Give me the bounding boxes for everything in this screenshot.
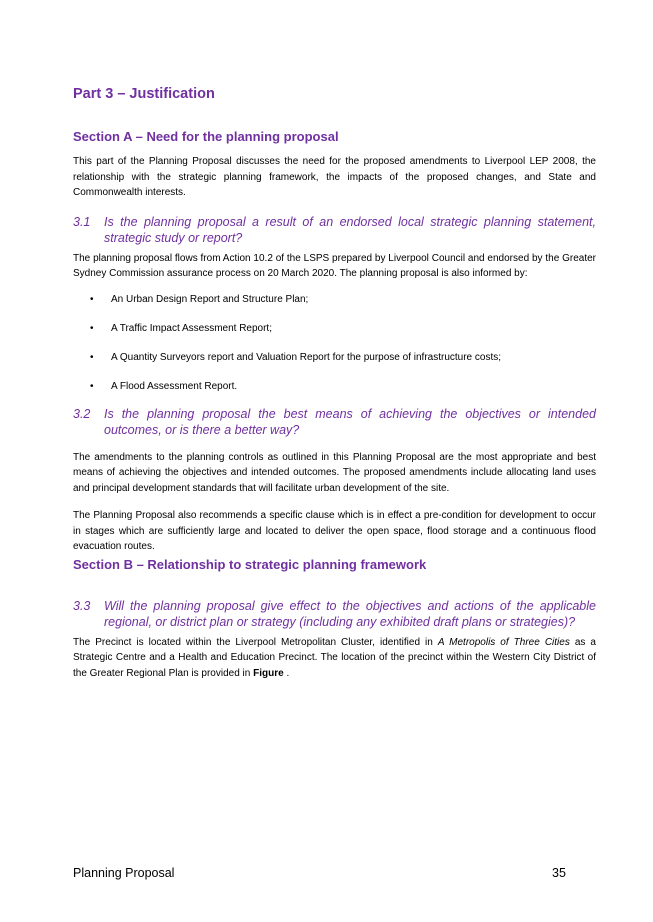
part-heading: Part 3 – Justification	[73, 86, 215, 102]
bullet-icon: •	[90, 380, 94, 392]
bullet-icon: •	[90, 322, 94, 334]
question-3-2-paragraph-1: The amendments to the planning controls as outlined in this Planning Proposal are the most appropriate and best means of achieving the objectives and intended outcomes. The proposed amendments include allocating land uses and principal development standards that will facilitate urban development of the site.	[73, 451, 596, 494]
question-3-2-text: Is the planning proposal the best means of achieving the objectives or intended outcomes, or is there a better way?	[104, 406, 596, 437]
question-3-2-paragraph-2: The Planning Proposal also recommends a specific clause which is in effect a pre-condition for development to occur in stages which are sufficiently large and located to deliver the open space, flood storage and a continuous flood evacuation routes.	[73, 510, 596, 552]
footer-title: Planning Proposal	[73, 866, 175, 880]
question-3-2-heading	[73, 406, 596, 438]
list-item	[73, 350, 596, 365]
question-3-1-text: Is the planning proposal a result of an endorsed local strategic planning statement, strategic study or report?	[104, 214, 596, 245]
question-3-1-number: 3.1	[73, 214, 91, 229]
section-a-intro: This part of the Planning Proposal discusses the need for the proposed amendments to Liverpool LEP 2008, the relationship with the strategic planning framework, the impacts of the proposed changes, and State and Commonwealth interests.	[73, 156, 596, 198]
list-item-text: A Flood Assessment Report.	[111, 380, 238, 392]
answer-italic-title: A Metropolis of Three Cities	[437, 636, 570, 648]
question-3-3-text: Will the planning proposal give effect to the objectives and actions of the applicable regional, or district plan or strategy (including any exhibited draft plans or strategies)?	[104, 598, 596, 629]
question-3-1-answer: The planning proposal flows from Action 10.2 of the LSPS prepared by Liverpool Council and endorsed by the Greater Sydney Commission assurance process on 20 March 2020. The planning proposal is also informed by:	[73, 252, 596, 279]
answer-text-part-3: .	[283, 667, 290, 679]
list-item-text: An Urban Design Report and Structure Plan;	[111, 293, 309, 305]
figure-reference: Figure	[253, 667, 284, 679]
question-3-1-heading	[73, 214, 596, 246]
list-item	[73, 379, 596, 394]
informed-by-list	[73, 292, 596, 394]
answer-text-part-1: The Precinct is located within the Liverpool Metropolitan Cluster, identified in	[73, 636, 438, 648]
question-3-3-answer	[73, 635, 596, 682]
list-item-text: A Traffic Impact Assessment Report;	[111, 322, 272, 334]
list-item-text: A Quantity Surveyors report and Valuation Report for the purpose of infrastructure costs;	[111, 351, 502, 363]
question-3-3-number: 3.3	[73, 598, 91, 613]
footer-page-number: 35	[552, 866, 566, 880]
question-3-2-number: 3.2	[73, 406, 91, 421]
bullet-icon: •	[90, 351, 94, 363]
page-content	[73, 86, 596, 692]
list-item	[73, 292, 596, 307]
section-b-heading: Section B – Relationship to strategic planning framework	[73, 556, 427, 572]
answer-text-part-2: as a Strategic Centre and a Health and Education Precinct. The location of the precinct within the Western City District of the Greater Regional Plan is provided in	[73, 636, 596, 679]
list-item	[73, 321, 596, 336]
bullet-icon: •	[90, 293, 94, 305]
question-3-3-heading	[73, 598, 596, 630]
section-a-heading: Section A – Need for the planning proposal	[73, 129, 339, 144]
